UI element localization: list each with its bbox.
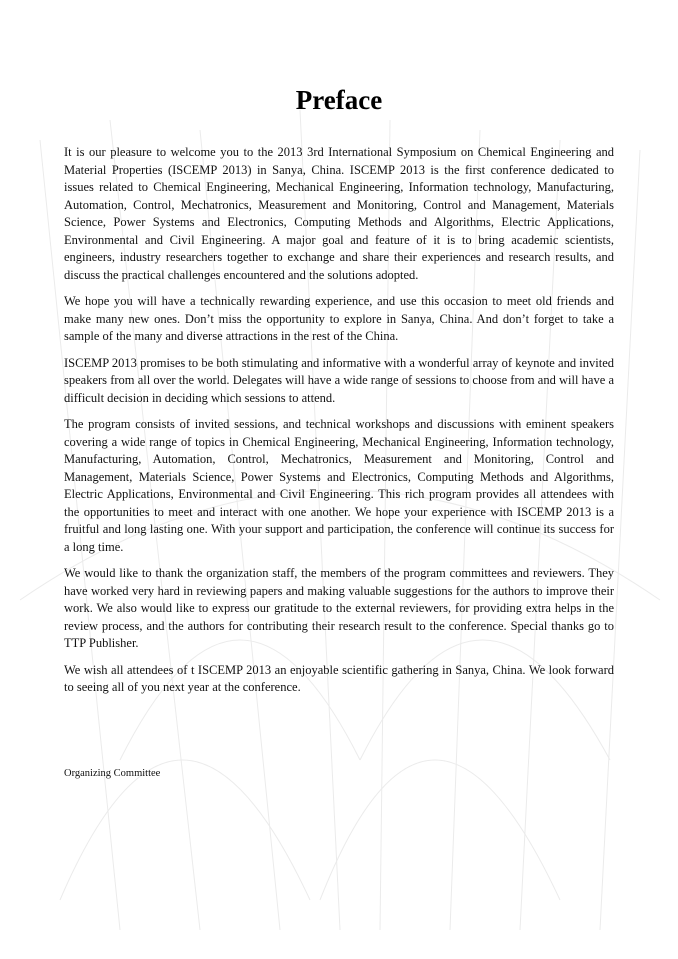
paragraph-closing: We wish all attendees of t ISCEMP 2013 an enjoyable scientific gathering in Sanya, China. We look forward to seeing all of you next year at the conference. (64, 662, 614, 694)
signature: Organizing Committee (64, 768, 161, 779)
paragraph-welcome: It is our pleasure to welcome you to the 2013 3rd International Symposium on Chemical Engineering and Material Properties (ISCEMP 2013) in Sanya, China. ISCEMP 2013 is the first conference dedicated to issues related to Chemical Engineering, Mechanical Engineering, Information technology, Manufacturing, Automation, Control, Mechatronics, Measurement and Monitoring, Control and Management, Materials Science, Power Systems and Electronics, Computing Methods and Algorithms, Electric Applications, Environmental and Civil Engineering. A major goal and feature of it is to bring academic scientists, engineers, industry researchers together to exchange and share their experiences and research results, and discuss the practical challenges encountered and the solutions adopted. (64, 145, 614, 282)
paragraph-program: The program consists of invited sessions, and technical workshops and discussions with eminent speakers covering a wide range of topics in Chemical Engineering, Mechanical Engineering, Information technology, Manufacturing, Automation, Control, Mechatronics, Measurement and Monitoring, Control and Management, Materials Science, Power Systems and Electronics, Computing Methods and Algorithms, Electric Applications, Environmental and Civil Engineering. This rich program provides all attendees with the opportunities to meet and interact with one another. We hope your experience with ISCEMP 2013 is a fruitful and long lasting one. With your support and participation, the conference will continue its success for a long time. (64, 417, 614, 554)
paragraph-thanks: We would like to thank the organization staff, the members of the program committees and reviewers. They have worked very hard in reviewing papers and making valuable suggestions for the authors to improve their work. We also would like to express our gratitude to the external reviewers, for providing extra helps in the review process, and the authors for contributing their research result to the conference. Special thanks go to TTP Publisher. (64, 566, 614, 650)
paragraph-speakers: ISCEMP 2013 promises to be both stimulating and informative with a wonderful array of keynote and invited speakers from all over the world. Delegates will have a wide range of sessions to choose from and will have a difficult decision in deciding which sessions to attend. (64, 355, 614, 405)
paragraph-experience: We hope you will have a technically rewarding experience, and use this occasion to meet old friends and make many new ones. Don’t miss the opportunity to explore in Sanya, China. And don’t forget to take a sample of the many and diverse attractions in the rest of the China. (64, 294, 614, 343)
page-title: Preface (295, 85, 383, 115)
preface-body (64, 144, 614, 697)
preface-page (64, 0, 614, 706)
